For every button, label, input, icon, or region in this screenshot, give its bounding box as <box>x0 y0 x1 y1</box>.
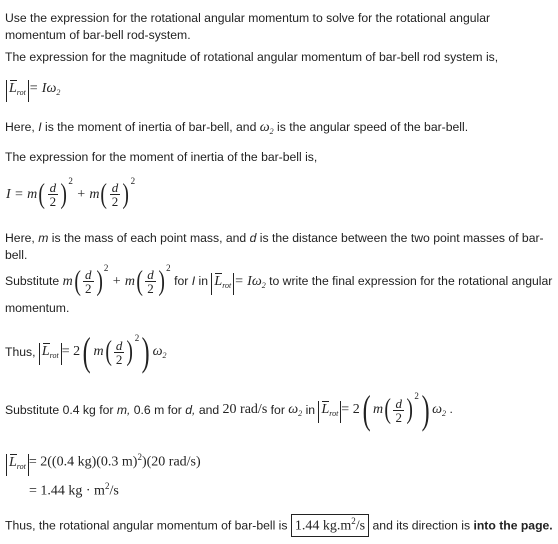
answer-box: 1.44 $kg.m^2/s$ <box>291 514 369 537</box>
equation-angular-momentum: $L_{rot} = I\omega_2$ <box>6 80 60 102</box>
substitute-step-1-cont: momentum. <box>5 301 70 315</box>
substitute-step-2: Substitute 0.4 kg for m, 0.6 m for d, and 20 rad/s for $\omega_2$ in $L_{rot} = 2$( m( $\frac{d}{2}$ )$^2$) $\omega_2$ . <box>5 387 453 432</box>
intro-text: Use the expression for the rotational angular momentum to solve for the rotational angular momentum of bar-bell rod-system. <box>5 11 491 42</box>
conclusion: Thus, the rotational angular momentum of bar-bell is 1.44 $kg.m^2/s$ and its direction is into the page. <box>5 514 553 537</box>
substitute-step-1: Substitute m( $\frac{d}{2}$ )$^2$ + m( $\frac{d}{2}$ )$^2$ for I in $L_{rot} = I\omega_2$ to write the final expression for the rotational angular <box>5 263 553 297</box>
thus-expression: Thus, $L_{rot} = 2$( m( $\frac{d}{2}$ )$^2$) $\omega_2$ <box>5 329 167 374</box>
calculation-line-2: = 1.44 kg · $m^2/s$ <box>29 481 119 499</box>
definition-m-d: Here, m is the mass of each point mass, and d is the distance between the two point masses of bar-bell. <box>5 231 544 262</box>
inertia-intro: The expression for the moment of inertia of the bar-bell is, <box>5 150 318 164</box>
calculation-line-1: $L_{rot} = 2((0.4$ kg)(0.3 m)$^2$)(20 rad/s) <box>6 452 201 476</box>
equation-inertia: I = m( $\frac{d}{2}$ )$^2$ + m( $\frac{d}{2}$ )$^2$ <box>6 176 136 210</box>
definition-I-omega: Here, I is the moment of inertia of bar-bell, and $\omega_2$ is the angular speed of the bar-bell. <box>5 120 469 136</box>
expression-intro: The expression for the magnitude of rotational angular momentum of bar-bell rod system is, <box>5 50 499 64</box>
